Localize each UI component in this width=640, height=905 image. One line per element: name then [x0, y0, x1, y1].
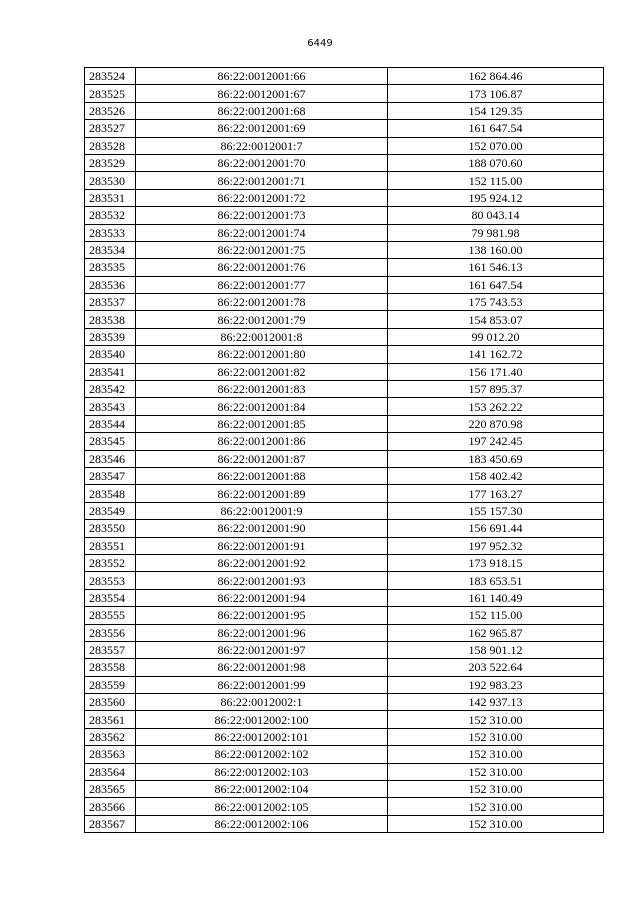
cadastral-value-cell: 156 691.44 — [388, 520, 604, 537]
record-number-cell: 283555 — [85, 607, 136, 624]
table-row — [85, 572, 604, 589]
record-number-cell: 283567 — [85, 815, 136, 832]
cadastral-number-cell: 86:22:0012001:89 — [136, 485, 388, 502]
cadastral-number-cell: 86:22:0012001:94 — [136, 589, 388, 606]
cadastral-number-cell: 86:22:0012001:8 — [136, 328, 388, 345]
table-row — [85, 120, 604, 137]
cadastral-value-cell: 99 012.20 — [388, 328, 604, 345]
record-number-cell: 283535 — [85, 259, 136, 276]
cadastral-number-cell: 86:22:0012001:84 — [136, 398, 388, 415]
record-number-cell: 283547 — [85, 467, 136, 484]
cadastral-value-cell: 79 981.98 — [388, 224, 604, 241]
record-number-cell: 283526 — [85, 102, 136, 119]
table-row — [85, 207, 604, 224]
cadastral-number-cell: 86:22:0012001:82 — [136, 363, 388, 380]
record-number-cell: 283561 — [85, 711, 136, 728]
record-number-cell: 283558 — [85, 659, 136, 676]
table-row — [85, 189, 604, 206]
table-row — [85, 172, 604, 189]
table-row — [85, 381, 604, 398]
record-number-cell: 283554 — [85, 589, 136, 606]
cadastral-number-cell: 86:22:0012001:66 — [136, 68, 388, 85]
table-row — [85, 433, 604, 450]
cadastral-value-cell: 152 310.00 — [388, 728, 604, 745]
record-number-cell: 283552 — [85, 554, 136, 571]
table-row — [85, 694, 604, 711]
cadastral-number-cell: 86:22:0012001:95 — [136, 607, 388, 624]
cadastral-value-cell: 157 895.37 — [388, 381, 604, 398]
cadastral-number-cell: 86:22:0012002:103 — [136, 763, 388, 780]
table-row — [85, 589, 604, 606]
table-row — [85, 415, 604, 432]
cadastral-value-cell: 152 310.00 — [388, 815, 604, 832]
cadastral-number-cell: 86:22:0012001:90 — [136, 520, 388, 537]
cadastral-number-cell: 86:22:0012001:85 — [136, 415, 388, 432]
table-row — [85, 763, 604, 780]
record-number-cell: 283544 — [85, 415, 136, 432]
cadastral-number-cell: 86:22:0012001:92 — [136, 554, 388, 571]
cadastral-value-cell: 152 310.00 — [388, 746, 604, 763]
cadastral-number-cell: 86:22:0012001:83 — [136, 381, 388, 398]
cadastral-value-cell: 177 163.27 — [388, 485, 604, 502]
cadastral-value-cell: 161 647.54 — [388, 276, 604, 293]
cadastral-value-cell: 80 043.14 — [388, 207, 604, 224]
page-number: 6449 — [307, 38, 333, 49]
cadastral-value-cell: 152 070.00 — [388, 137, 604, 154]
record-number-cell: 283541 — [85, 363, 136, 380]
cadastral-number-cell: 86:22:0012001:79 — [136, 311, 388, 328]
record-number-cell: 283532 — [85, 207, 136, 224]
cadastral-number-cell: 86:22:0012002:104 — [136, 781, 388, 798]
table-row — [85, 398, 604, 415]
cadastral-number-cell: 86:22:0012001:71 — [136, 172, 388, 189]
cadastral-number-cell: 86:22:0012001:72 — [136, 189, 388, 206]
table-row — [85, 520, 604, 537]
record-number-cell: 283534 — [85, 241, 136, 258]
cadastral-value-cell: 183 653.51 — [388, 572, 604, 589]
record-number-cell: 283536 — [85, 276, 136, 293]
cadastral-value-cell: 152 310.00 — [388, 763, 604, 780]
table-row — [85, 276, 604, 293]
record-number-cell: 283564 — [85, 763, 136, 780]
table-row — [85, 450, 604, 467]
cadastral-value-cell: 158 402.42 — [388, 467, 604, 484]
record-number-cell: 283527 — [85, 120, 136, 137]
cadastral-number-cell: 86:22:0012001:7 — [136, 137, 388, 154]
table-row — [85, 537, 604, 554]
record-number-cell: 283566 — [85, 798, 136, 815]
table-row — [85, 781, 604, 798]
cadastral-number-cell: 86:22:0012001:75 — [136, 241, 388, 258]
table-row — [85, 485, 604, 502]
record-number-cell: 283543 — [85, 398, 136, 415]
cadastral-value-table — [84, 67, 604, 833]
record-number-cell: 283546 — [85, 450, 136, 467]
cadastral-value-cell: 156 171.40 — [388, 363, 604, 380]
table-row — [85, 346, 604, 363]
record-number-cell: 283538 — [85, 311, 136, 328]
cadastral-number-cell: 86:22:0012001:86 — [136, 433, 388, 450]
cadastral-value-cell: 192 983.23 — [388, 676, 604, 693]
cadastral-value-cell: 152 115.00 — [388, 607, 604, 624]
cadastral-value-cell: 154 129.35 — [388, 102, 604, 119]
record-number-cell: 283531 — [85, 189, 136, 206]
table-row — [85, 798, 604, 815]
table-row — [85, 641, 604, 658]
cadastral-value-cell: 175 743.53 — [388, 294, 604, 311]
cadastral-number-cell: 86:22:0012002:1 — [136, 694, 388, 711]
cadastral-number-cell: 86:22:0012001:88 — [136, 467, 388, 484]
table-body — [85, 68, 604, 833]
record-number-cell: 283528 — [85, 137, 136, 154]
record-number-cell: 283556 — [85, 624, 136, 641]
record-number-cell: 283565 — [85, 781, 136, 798]
cadastral-value-cell: 188 070.60 — [388, 154, 604, 171]
record-number-cell: 283563 — [85, 746, 136, 763]
table-row — [85, 311, 604, 328]
cadastral-value-cell: 142 937.13 — [388, 694, 604, 711]
table-row — [85, 554, 604, 571]
record-number-cell: 283560 — [85, 694, 136, 711]
record-number-cell: 283551 — [85, 537, 136, 554]
cadastral-number-cell: 86:22:0012001:70 — [136, 154, 388, 171]
record-number-cell: 283550 — [85, 520, 136, 537]
table-row — [85, 728, 604, 745]
cadastral-value-cell: 162 965.87 — [388, 624, 604, 641]
cadastral-value-cell: 161 546.13 — [388, 259, 604, 276]
table-row — [85, 676, 604, 693]
record-number-cell: 283530 — [85, 172, 136, 189]
cadastral-value-cell: 162 864.46 — [388, 68, 604, 85]
cadastral-number-cell: 86:22:0012001:78 — [136, 294, 388, 311]
table-row — [85, 68, 604, 85]
table-row — [85, 815, 604, 832]
table-row — [85, 154, 604, 171]
cadastral-value-cell: 161 140.49 — [388, 589, 604, 606]
cadastral-value-cell: 138 160.00 — [388, 241, 604, 258]
table-row — [85, 624, 604, 641]
table-row — [85, 241, 604, 258]
record-number-cell: 283549 — [85, 502, 136, 519]
record-number-cell: 283557 — [85, 641, 136, 658]
record-number-cell: 283542 — [85, 381, 136, 398]
cadastral-number-cell: 86:22:0012002:100 — [136, 711, 388, 728]
record-number-cell: 283524 — [85, 68, 136, 85]
cadastral-number-cell: 86:22:0012001:77 — [136, 276, 388, 293]
cadastral-number-cell: 86:22:0012001:96 — [136, 624, 388, 641]
record-number-cell: 283537 — [85, 294, 136, 311]
record-number-cell: 283533 — [85, 224, 136, 241]
cadastral-number-cell: 86:22:0012001:93 — [136, 572, 388, 589]
table-row — [85, 502, 604, 519]
cadastral-number-cell: 86:22:0012001:69 — [136, 120, 388, 137]
cadastral-number-cell: 86:22:0012001:73 — [136, 207, 388, 224]
record-number-cell: 283553 — [85, 572, 136, 589]
table-row — [85, 607, 604, 624]
cadastral-number-cell: 86:22:0012002:102 — [136, 746, 388, 763]
cadastral-value-cell: 152 115.00 — [388, 172, 604, 189]
record-number-cell: 283559 — [85, 676, 136, 693]
record-number-cell: 283529 — [85, 154, 136, 171]
cadastral-value-cell: 161 647.54 — [388, 120, 604, 137]
cadastral-number-cell: 86:22:0012001:9 — [136, 502, 388, 519]
cadastral-value-cell: 173 106.87 — [388, 85, 604, 102]
table-row — [85, 746, 604, 763]
cadastral-number-cell: 86:22:0012002:106 — [136, 815, 388, 832]
record-number-cell: 283525 — [85, 85, 136, 102]
cadastral-value-cell: 155 157.30 — [388, 502, 604, 519]
record-number-cell: 283548 — [85, 485, 136, 502]
record-number-cell: 283562 — [85, 728, 136, 745]
cadastral-value-cell: 195 924.12 — [388, 189, 604, 206]
record-number-cell: 283545 — [85, 433, 136, 450]
table-row — [85, 137, 604, 154]
cadastral-value-cell: 203 522.64 — [388, 659, 604, 676]
cadastral-value-cell: 220 870.98 — [388, 415, 604, 432]
table-row — [85, 102, 604, 119]
table-row — [85, 467, 604, 484]
cadastral-number-cell: 86:22:0012001:98 — [136, 659, 388, 676]
table-row — [85, 85, 604, 102]
cadastral-value-cell: 173 918.15 — [388, 554, 604, 571]
cadastral-value-cell: 183 450.69 — [388, 450, 604, 467]
table-row — [85, 294, 604, 311]
cadastral-number-cell: 86:22:0012001:68 — [136, 102, 388, 119]
cadastral-number-cell: 86:22:0012001:87 — [136, 450, 388, 467]
table-row — [85, 259, 604, 276]
cadastral-value-cell: 152 310.00 — [388, 711, 604, 728]
table-row — [85, 328, 604, 345]
cadastral-number-cell: 86:22:0012001:67 — [136, 85, 388, 102]
cadastral-number-cell: 86:22:0012001:91 — [136, 537, 388, 554]
cadastral-value-cell: 197 242.45 — [388, 433, 604, 450]
cadastral-value-cell: 158 901.12 — [388, 641, 604, 658]
cadastral-number-cell: 86:22:0012002:105 — [136, 798, 388, 815]
table-row — [85, 363, 604, 380]
table-row — [85, 224, 604, 241]
cadastral-value-cell: 154 853.07 — [388, 311, 604, 328]
cadastral-value-cell: 152 310.00 — [388, 781, 604, 798]
cadastral-value-cell: 141 162.72 — [388, 346, 604, 363]
record-number-cell: 283540 — [85, 346, 136, 363]
cadastral-value-cell: 197 952.32 — [388, 537, 604, 554]
cadastral-number-cell: 86:22:0012001:99 — [136, 676, 388, 693]
cadastral-number-cell: 86:22:0012002:101 — [136, 728, 388, 745]
record-number-cell: 283539 — [85, 328, 136, 345]
cadastral-number-cell: 86:22:0012001:97 — [136, 641, 388, 658]
cadastral-value-cell: 153 262.22 — [388, 398, 604, 415]
cadastral-number-cell: 86:22:0012001:74 — [136, 224, 388, 241]
cadastral-number-cell: 86:22:0012001:76 — [136, 259, 388, 276]
table-row — [85, 659, 604, 676]
table-row — [85, 711, 604, 728]
cadastral-value-cell: 152 310.00 — [388, 798, 604, 815]
cadastral-number-cell: 86:22:0012001:80 — [136, 346, 388, 363]
